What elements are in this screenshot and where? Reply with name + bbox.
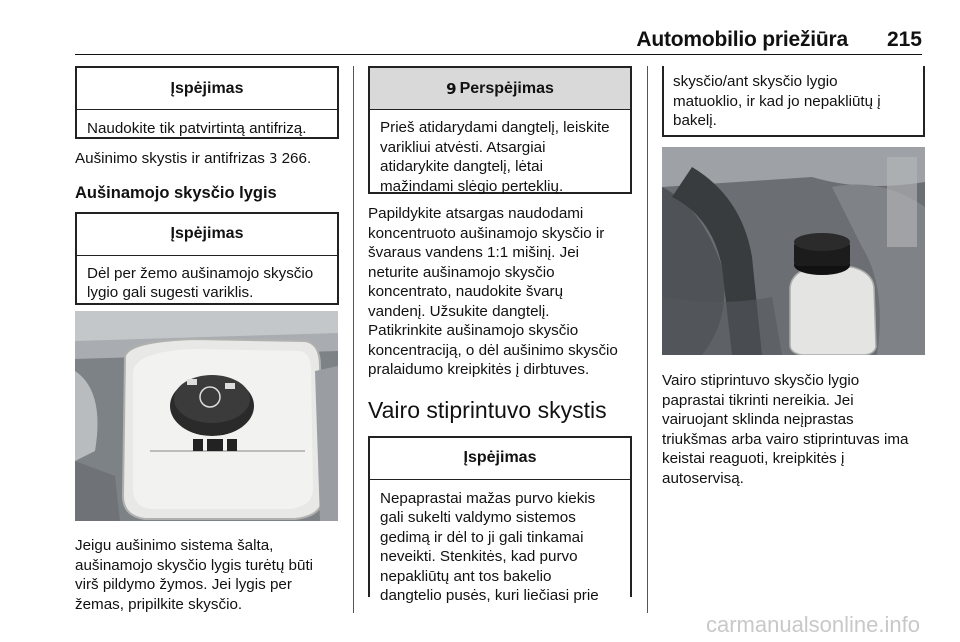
caution-box-text [77, 256, 337, 312]
text-line: matuoklio, ir kad jo nepakliūtų į [673, 92, 881, 110]
text-line: Patikrinkite aušinamojo skysčio [368, 322, 579, 339]
text-line: aušinamojo skysčio lygis turėtų būti [75, 556, 314, 574]
warning-box-hot-cap [368, 66, 632, 194]
text-line: vandenį. Užsukite dangtelį. [368, 302, 550, 320]
column-1 [75, 66, 339, 305]
text-line: atidarykite dangtelį, lėtai [380, 158, 543, 175]
column-divider-1 [353, 66, 354, 613]
text-line: koncentruoto aušinamojo skysčio ir [368, 224, 605, 242]
text-line: neturite aušinamojo skysčio [368, 263, 555, 281]
page-header [0, 0, 960, 58]
coolant-reservoir-photo [75, 311, 338, 521]
text-line: lygio gali sugesti variklis. [87, 284, 254, 301]
caution-box-dirt [368, 436, 632, 604]
warning-title: Perspėjimas [459, 79, 554, 97]
coolant-caption [75, 536, 339, 614]
text-line: paprastai tikrinti nereikia. Jei [662, 391, 854, 409]
coolant-reservoir-illustration [75, 311, 338, 521]
header-title: Automobilio priežiūra [636, 28, 848, 51]
power-steering-reservoir-photo [662, 147, 925, 355]
caution-box-continued [662, 66, 925, 137]
watermark: carmanualsonline.info [705, 612, 920, 637]
text-line: gali sukelti valdymo sistemos [380, 509, 576, 526]
cross-reference-page: 266. [277, 150, 312, 167]
page-number: 215 [886, 28, 922, 51]
text-line: neveikti. Stenkitės, kad purvo [380, 548, 578, 565]
caution-box-text: Naudokite tik patvirtintą antifrizą. [87, 120, 307, 137]
column-3 [662, 66, 925, 137]
text-line: Dėl per žemo aušinamojo skysčio [87, 264, 314, 282]
section-heading-coolant-level: Aušinamojo skysčio lygis [75, 183, 277, 202]
column-divider-2 [647, 66, 648, 613]
refill-paragraph [368, 204, 632, 380]
text-line: pralaidumo kreipkitės į dirbtuves. [368, 361, 590, 378]
text-line: skysčio/ant skysčio lygio [673, 73, 838, 90]
text-line: mažindami slėgio perteklių. [380, 177, 564, 195]
text-line: nepakliūtų ant tos bakelio [380, 567, 552, 585]
text-line: žemas, pripilkite skysčio. [75, 595, 243, 613]
text-line: triukšmas arba vairo stiprintuvas ima [662, 430, 909, 448]
caution-box-title: Įspėjimas [77, 68, 337, 110]
cross-reference [75, 149, 339, 170]
text-line: Nepaprastai mažas purvo kiekis [380, 489, 596, 507]
text-line: virš pildymo žymos. Jei lygis per [75, 576, 292, 593]
warning-box-text [370, 110, 630, 205]
text-line: gedimą ir dėl to ji gali tinkamai [380, 528, 584, 546]
text-line: Jeigu aušinimo sistema šalta, [75, 537, 274, 554]
text-line: švaraus vandens 1:1 mišinį. Jei [368, 244, 580, 261]
text-line: varikliui atvėsti. Atsargiai [380, 138, 546, 156]
text-line: Vairo stiprintuvo skysčio lygio [662, 372, 860, 389]
text-line: Papildykite atsargas naudodami [368, 205, 584, 222]
text-line: Prieš atidarydami dangtelį, leiskite [380, 119, 610, 136]
text-line: dangtelio pusės, kuri liečiasi prie [380, 587, 599, 604]
caution-box-low-coolant [75, 212, 339, 305]
header-rule [75, 54, 922, 55]
caution-box-antifreeze [75, 66, 339, 139]
caution-box-title: Įspėjimas [77, 214, 337, 256]
warning-triangle-icon: 9 [446, 79, 457, 98]
text-line: koncentrato, naudokite švarų [368, 283, 564, 300]
cross-reference-text: Aušinimo skystis ir antifrizas [75, 150, 270, 167]
text-line: koncentraciją, o dėl aušinimo skysčio [368, 341, 618, 359]
caution-box-title: Įspėjimas [370, 438, 630, 480]
caution-box-text [370, 480, 630, 615]
power-steering-caption [662, 371, 925, 488]
reference-arrow-icon: 3 [269, 152, 278, 167]
power-steering-illustration [662, 147, 925, 355]
text-line: autoservisą. [662, 469, 744, 487]
text-line: vairuojant sklinda neįprastas [662, 411, 854, 428]
section-heading-power-steering: Vairo stiprintuvo skystis [368, 396, 607, 423]
text-line: keistai reaguoti, kreipkitės į [662, 450, 845, 467]
warning-box-title [370, 68, 630, 110]
column-2 [368, 66, 632, 604]
text-line: bakelį. [673, 112, 717, 129]
